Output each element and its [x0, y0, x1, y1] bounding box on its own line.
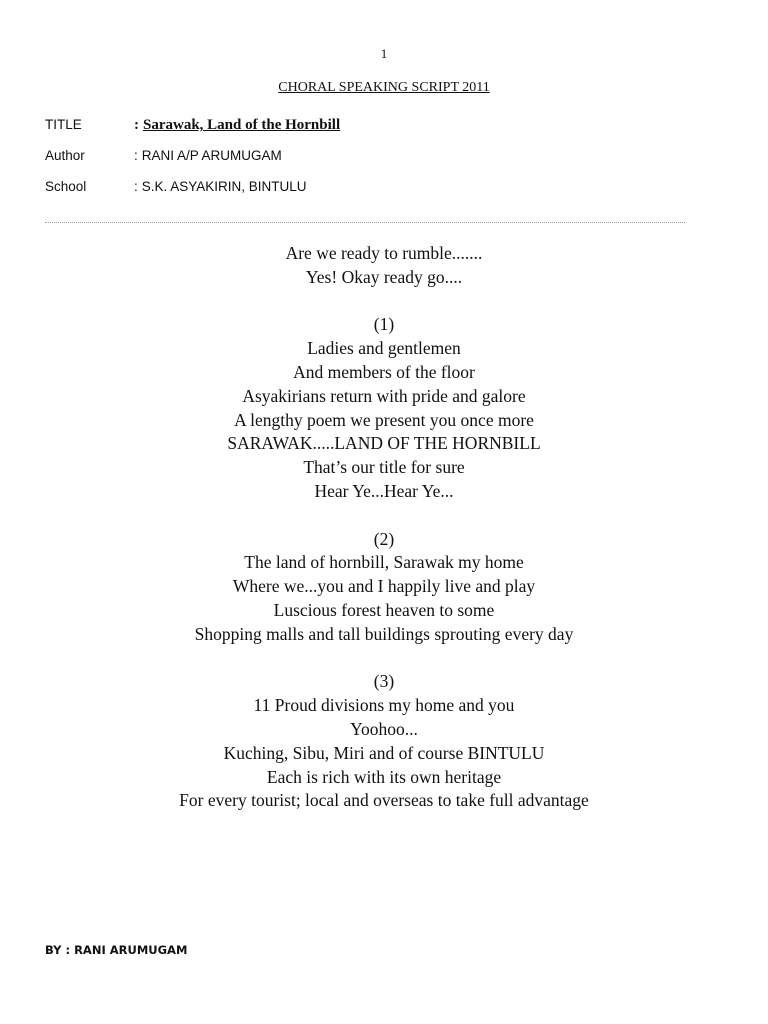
poem-line: For every tourist; local and overseas to take full advantage	[179, 790, 589, 811]
author-separator: :	[134, 148, 138, 163]
poem-line: Are we ready to rumble.......	[285, 243, 483, 263]
stanza-intro	[0, 242, 768, 290]
school-separator: :	[134, 179, 138, 194]
poem-line: Hear Ye...Hear Ye...	[314, 480, 454, 501]
poem-line: That’s our title for sure	[303, 457, 465, 478]
poem-line: The land of hornbill, Sarawak my home	[244, 552, 524, 573]
author-name: RANI A/P ARUMUGAM	[141, 148, 282, 163]
poem-line: And members of the floor	[293, 361, 475, 382]
school-name: S.K. ASYAKIRIN, BINTULU	[141, 179, 307, 194]
poem-line: Where we...you and I happily live and play	[232, 576, 536, 597]
author-value-wrapper	[134, 148, 282, 163]
poem-line: Ladies and gentlemen	[307, 338, 461, 359]
poem-line: Yoohoo...	[350, 718, 418, 739]
poem-line: Shopping malls and tall buildings sprouting every day	[194, 623, 574, 644]
school-row	[45, 179, 685, 201]
poem-line: 11 Proud divisions my home and you	[253, 695, 515, 716]
poem-line: Yes! Okay ready go....	[305, 266, 463, 287]
title-separator: :	[134, 117, 139, 133]
poem-line: SARAWAK.....LAND OF THE HORNBILL	[227, 433, 541, 454]
stanza-2	[0, 528, 768, 647]
footer-author: BY : RANI ARUMUGAM	[45, 943, 188, 957]
stanza-number: (3)	[373, 671, 395, 692]
poem-body	[0, 242, 768, 837]
title-label: TITLE	[45, 117, 82, 132]
school-value-wrapper	[134, 179, 307, 194]
author-row	[45, 148, 685, 170]
poem-line: Luscious forest heaven to some	[273, 599, 495, 620]
title-value-wrapper	[134, 117, 340, 134]
page-number: 1	[380, 46, 388, 61]
author-label: Author	[45, 148, 85, 163]
document-heading: CHORAL SPEAKING SCRIPT 2011	[278, 80, 490, 95]
poem-line: Asyakirians return with pride and galore	[242, 385, 526, 406]
title-row	[45, 117, 685, 139]
stanza-number: (2)	[373, 528, 395, 549]
poem-line: Each is rich with its own heritage	[266, 766, 502, 787]
poem-line: Kuching, Sibu, Miri and of course BINTULU	[223, 742, 545, 763]
dotted-divider	[45, 222, 685, 223]
stanza-1	[0, 313, 768, 503]
school-label: School	[45, 179, 87, 194]
poem-title: Sarawak, Land of the Hornbill	[143, 117, 341, 133]
stanza-3	[0, 670, 768, 813]
poem-line: A lengthy poem we present you once more	[234, 409, 534, 430]
stanza-number: (1)	[373, 314, 395, 335]
